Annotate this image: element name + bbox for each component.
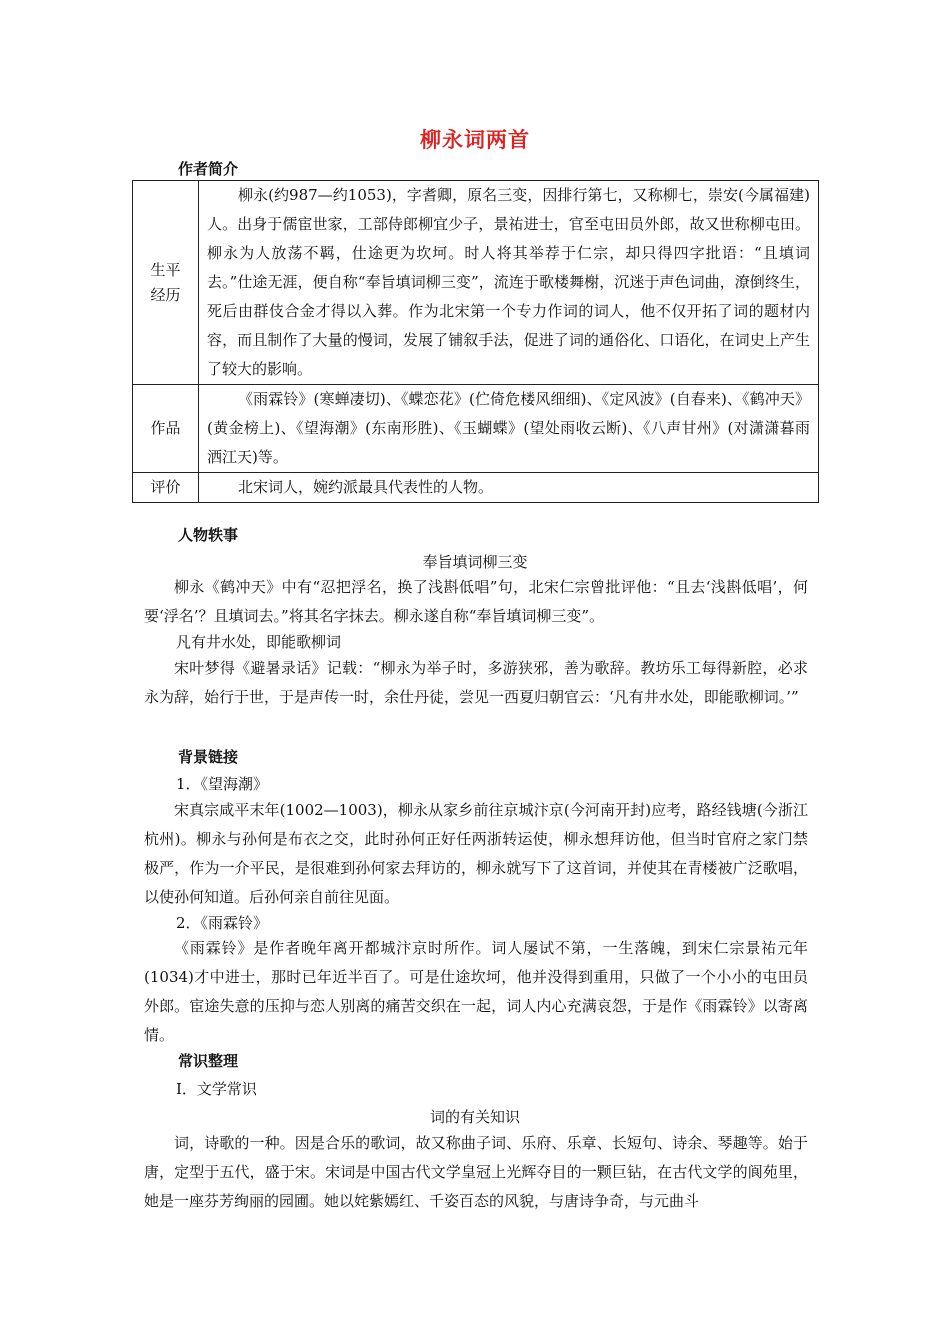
knowledge-center-title: 词的有关知识 <box>429 1108 520 1126</box>
evaluation-label: 评价 <box>133 473 199 503</box>
story1-text: 柳永《鹤冲天》中有“忍把浮名，换了浅斟低唱”句，北宋仁宗曾批评他：“且去‘浅斟低唱’，何要‘浮名’？且填词去。”将其名字抹去。柳永遂自称“奉旨填词柳三变”。 <box>144 578 808 625</box>
life-label: 生平 经历 <box>133 181 199 385</box>
evaluation-content: 北宋词人，婉约派最具代表性的人物。 <box>199 473 819 503</box>
story2-text: 宋叶梦得《避暑录话》记载：“柳永为举子时，多游狭邪，善为歌辞。教坊乐工每得新腔，必求永为辞，始行于世，于是声传一时，余仕丹徒，尝见一西夏归朝官云：‘凡有井水处，即能歌柳词。’” <box>144 659 808 706</box>
background-item2-text: 《雨霖铃》是作者晚年离开都城汴京时所作。词人屡试不第，一生落魄，到宋仁宗景祐元年(1034)才中进士，那时已年近半百了。可是仕途坎坷，他并没得到重用，只做了一个小小的屯田员外郎。宦途失意的压抑与恋人别离的痛苦交织在一起，词人内心充满哀怨，于是作《雨霖铃》以寄离情。 <box>144 939 808 1044</box>
knowledge-heading: 常识整理 <box>178 1052 239 1070</box>
works-content: 《雨霖铃》(寒蝉凄切)、《蝶恋花》(伫倚危楼风细细)、《定风波》(自春来)、《鹤冲天》(黄金榜上)、《望海潮》(东南形胜)、《玉蝴蝶》(望处雨收云断)、《八声甘州》(对潇潇暮雨洒江天)等。 <box>199 385 819 473</box>
background-item1-title: 1．《望海潮》 <box>176 775 269 793</box>
background-item2-title: 2．《雨霖铃》 <box>176 914 269 932</box>
knowledge-sub-title: Ⅰ．文学常识 <box>176 1080 257 1098</box>
bio-table <box>132 180 819 503</box>
table-row-life <box>133 181 819 385</box>
story1-title: 奉旨填词柳三变 <box>422 553 528 571</box>
background-item1-text: 宋真宗咸平末年(1002—1003)，柳永从家乡前往京城汴京(今河南开封)应考，路经钱塘(今浙江杭州)。柳永与孙何是布衣之交，此时孙何正好任两浙转运使，柳永想拜访他，但当时官府之家门禁极严，作为一介平民，是很难到孙何家去拜访的，柳永就写下了这首词，并使其在青楼被广泛歌唱，以使孙何知道。后孙何亲自前往见面。 <box>144 801 808 906</box>
author-heading: 作者简介 <box>178 160 239 178</box>
page-title: 柳永词两首 <box>420 128 530 152</box>
table-row-works <box>133 385 819 473</box>
anecdote-heading: 人物轶事 <box>178 526 239 544</box>
works-label: 作品 <box>133 385 199 473</box>
table-row-evaluation <box>133 473 819 503</box>
story2-title: 凡有井水处，即能歌柳词 <box>176 633 342 651</box>
life-content: 柳永(约987—约1053)，字耆卿，原名三变，因排行第七，又称柳七，崇安(今属福建)人。出身于儒宦世家，工部侍郎柳宜少子，景祐进士，官至屯田员外郎，故又世称柳屯田。柳永为人放荡不羁，仕途更为坎坷。时人将其举荐于仁宗，却只得四字批语：“且填词去。”仕途无涯，便自称“奉旨填词柳三变”，流连于歌楼舞榭，沉迷于声色词曲，潦倒终生，死后由群伎合金才得以入葬。作为北宋第一个专力作词的词人，他不仅开拓了词的题材内容，而且制作了大量的慢词，发展了铺叙手法，促进了词的通俗化、口语化，在词史上产生了较大的影响。 <box>199 181 819 385</box>
knowledge-text: 词，诗歌的一种。因是合乐的歌词，故又称曲子词、乐府、乐章、长短句、诗余、琴趣等。始于唐，定型于五代，盛于宋。宋词是中国古代文学皇冠上光辉夺目的一颗巨钻，在古代文学的阆苑里，她是一座芬芳绚丽的园圃。她以姹紫嫣红、千姿百态的风貌，与唐诗争奇，与元曲斗 <box>144 1134 808 1210</box>
background-heading: 背景链接 <box>178 748 239 766</box>
